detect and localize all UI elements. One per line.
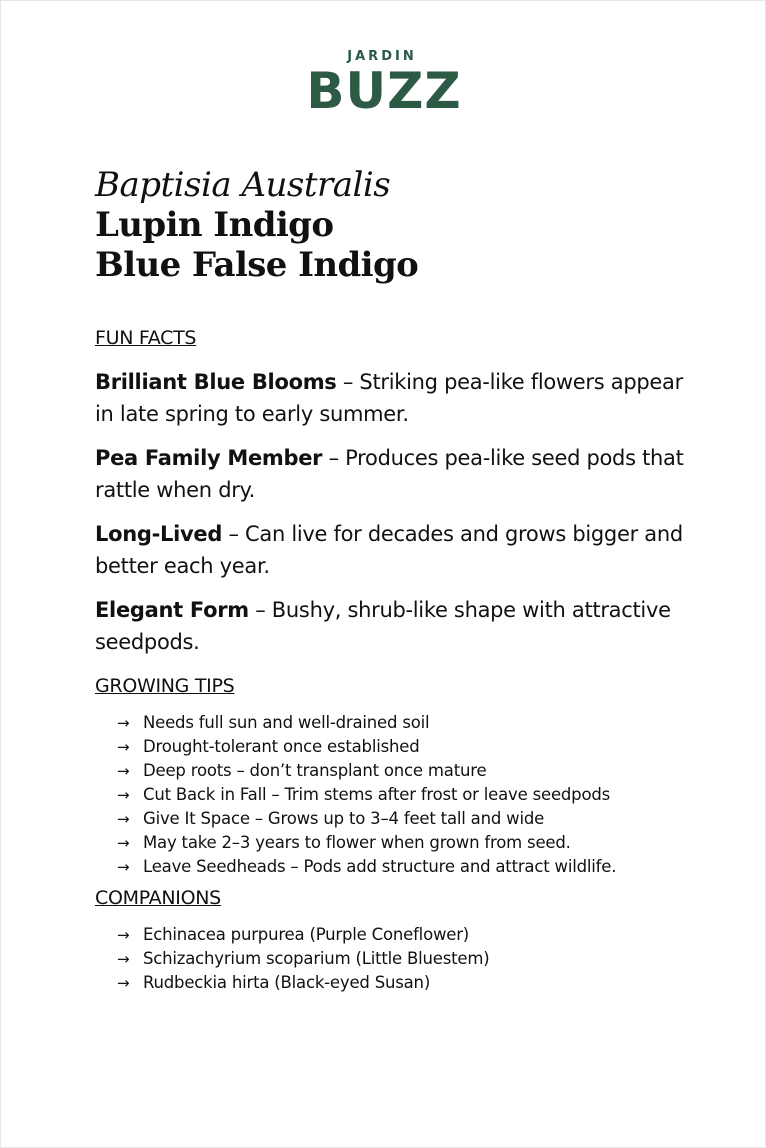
companion-text: Schizachyrium scoparium (Little Bluestem) xyxy=(143,949,490,968)
list-item xyxy=(117,711,616,735)
growing-tips-list xyxy=(117,711,616,879)
fun-facts-heading: FUN FACTS xyxy=(95,327,197,349)
list-item xyxy=(117,807,616,831)
list-item xyxy=(117,971,489,995)
arrow-icon: → xyxy=(117,834,130,852)
companions-heading: COMPANIONS xyxy=(95,887,221,909)
fact-item xyxy=(95,518,695,582)
arrow-icon: → xyxy=(117,858,130,876)
fact-text: – Can live for decades and grows bigger and better each year. xyxy=(95,522,683,578)
list-item xyxy=(117,735,616,759)
arrow-icon: → xyxy=(117,810,130,828)
fact-item xyxy=(95,366,695,430)
fact-text: – Produces pea-like seed pods that rattle when dry. xyxy=(95,446,684,502)
growing-tips-heading: GROWING TIPS xyxy=(95,675,235,697)
fact-title: Elegant Form xyxy=(95,598,249,622)
list-item xyxy=(117,923,489,947)
tip-text: Deep roots – don’t transplant once mature xyxy=(143,761,487,780)
list-item xyxy=(117,947,489,971)
arrow-icon: → xyxy=(117,786,130,804)
list-item xyxy=(117,855,616,879)
brand-logo xyxy=(306,49,462,129)
tip-text: Cut Back in Fall – Trim stems after frost or leave seedpods xyxy=(143,785,611,804)
companion-text: Rudbeckia hirta (Black-eyed Susan) xyxy=(143,973,431,992)
fact-text: – Striking pea-like flowers appear in late spring to early summer. xyxy=(95,370,683,426)
arrow-icon: → xyxy=(117,974,130,992)
companions-list xyxy=(117,923,489,995)
list-item xyxy=(117,759,616,783)
companion-text: Echinacea purpurea (Purple Coneflower) xyxy=(143,925,470,944)
list-item xyxy=(117,783,616,807)
title-block xyxy=(95,165,418,285)
tip-text: Give It Space – Grows up to 3–4 feet tall and wide xyxy=(143,809,545,828)
fact-title: Long-Lived xyxy=(95,522,223,546)
tip-text: Leave Seedheads – Pods add structure and attract wildlife. xyxy=(143,857,617,876)
common-name-1: Lupin Indigo xyxy=(95,205,334,245)
fact-text: – Bushy, shrub-like shape with attractive seedpods. xyxy=(95,598,671,654)
fact-item xyxy=(95,442,695,506)
fact-item xyxy=(95,594,695,658)
tip-text: May take 2–3 years to flower when grown from seed. xyxy=(143,833,571,852)
latin-name: Baptisia Australis xyxy=(95,165,391,205)
arrow-icon: → xyxy=(117,714,130,732)
arrow-icon: → xyxy=(117,926,130,944)
tip-text: Needs full sun and well-drained soil xyxy=(143,713,430,732)
logo-main-text: BUZZ xyxy=(306,62,462,120)
fact-title: Brilliant Blue Blooms xyxy=(95,370,337,394)
tip-text: Drought-tolerant once established xyxy=(143,737,420,756)
common-name-2: Blue False Indigo xyxy=(95,245,419,285)
arrow-icon: → xyxy=(117,950,130,968)
logo-top-text: JARDIN xyxy=(347,49,417,64)
fun-facts-list xyxy=(95,366,695,670)
fact-title: Pea Family Member xyxy=(95,446,323,470)
arrow-icon: → xyxy=(117,762,130,780)
arrow-icon: → xyxy=(117,738,130,756)
list-item xyxy=(117,831,616,855)
